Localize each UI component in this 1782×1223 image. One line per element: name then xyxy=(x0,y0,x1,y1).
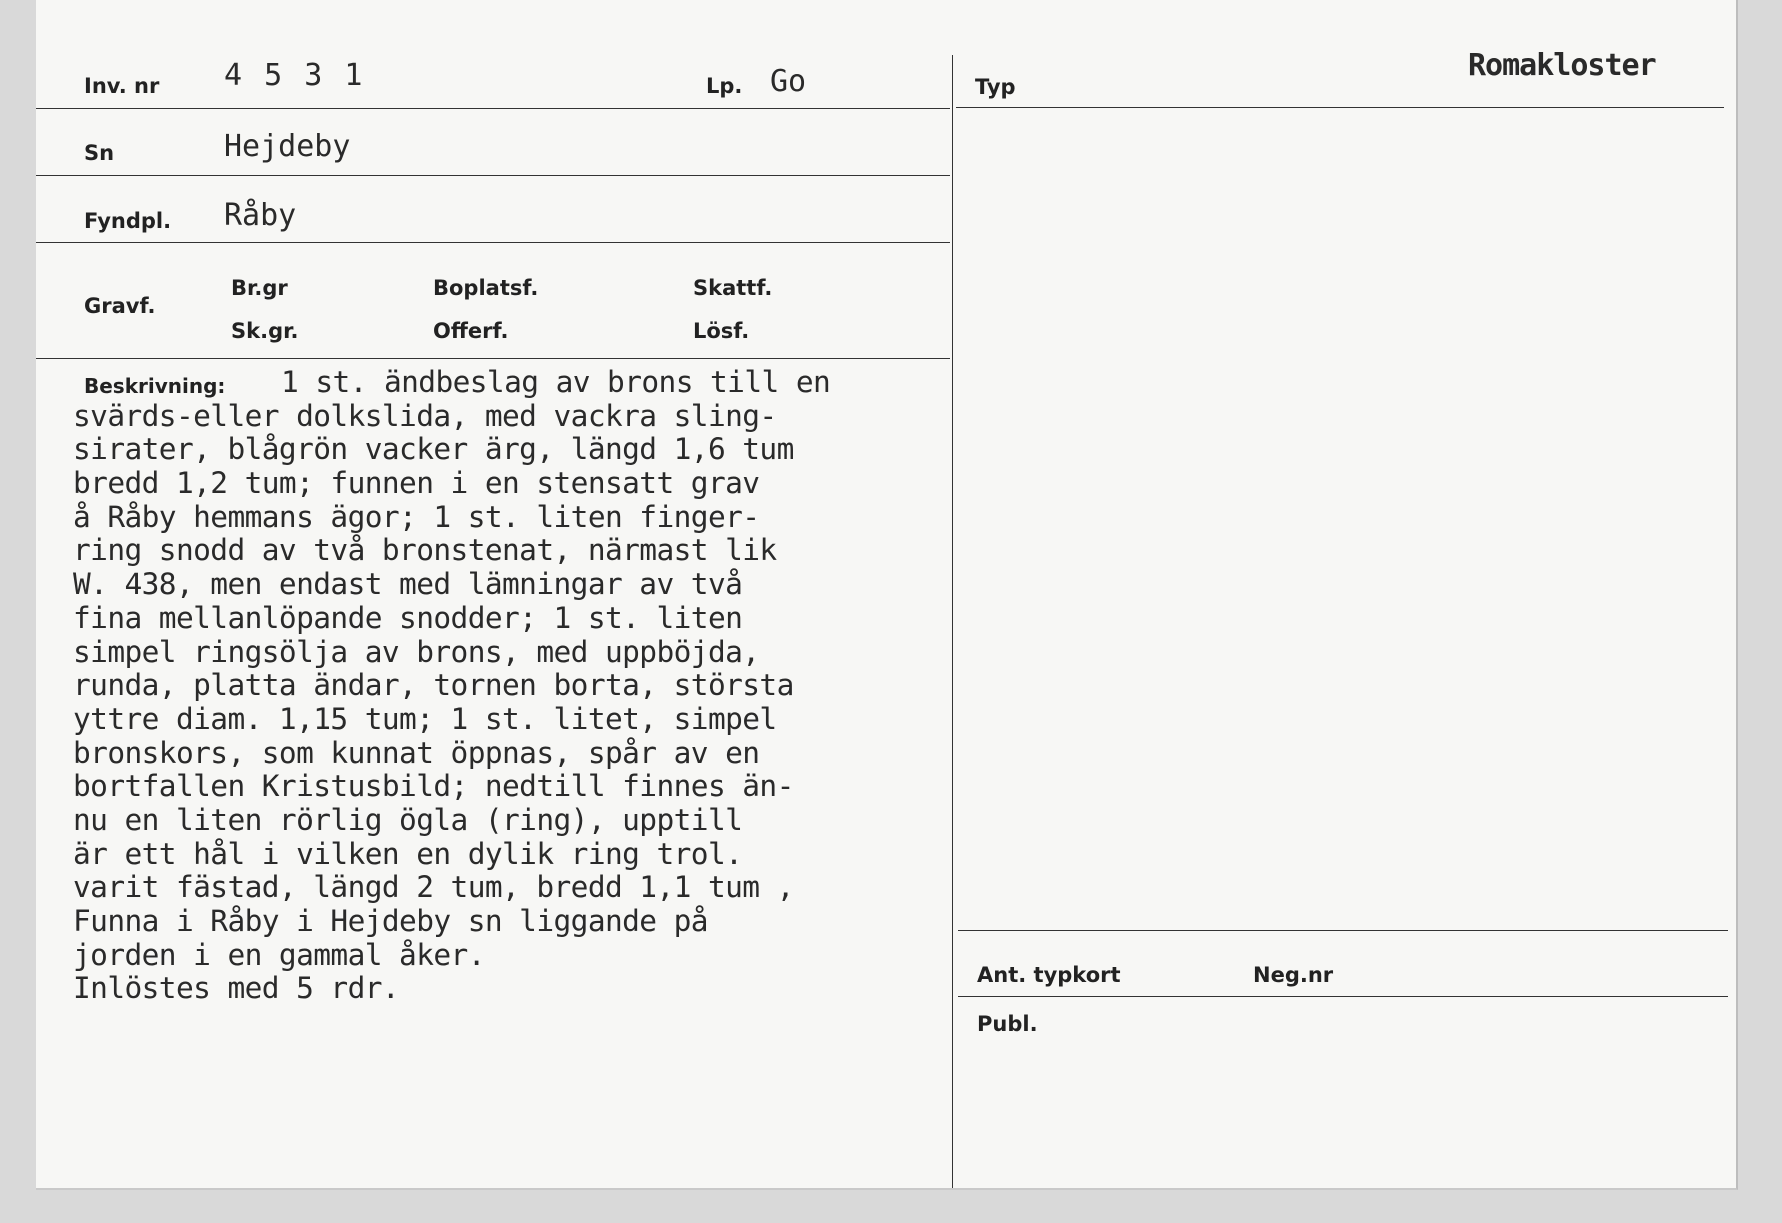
skgr-label: Sk.gr. xyxy=(231,319,299,343)
row-divider-sn xyxy=(36,175,950,176)
lp-value: Go xyxy=(770,64,807,99)
brgr-label: Br.gr xyxy=(231,276,288,300)
description-line: varit fästad, längd 2 tum, bredd 1,1 tum , xyxy=(73,870,794,905)
description-line: sirater, blågrön vacker ärg, längd 1,6 tum xyxy=(73,432,794,467)
lp-label: Lp. xyxy=(706,74,743,98)
ant-typkort-divider xyxy=(958,930,1728,931)
description-line: W. 438, men endast med lämningar av två xyxy=(73,567,743,602)
inv-nr-label: Inv. nr xyxy=(84,74,160,98)
sn-label: Sn xyxy=(84,141,115,165)
skattf-label: Skattf. xyxy=(693,276,773,300)
description-line: svärds-eller dolkslida, med vackra sling- xyxy=(73,398,777,433)
gravf-label: Gravf. xyxy=(84,294,156,318)
description-line: runda, platta ändar, tornen borta, största xyxy=(73,668,794,703)
fyndpl-label: Fyndpl. xyxy=(84,209,172,233)
publ-label: Publ. xyxy=(977,1012,1038,1036)
offerf-label: Offerf. xyxy=(433,319,509,343)
boplatsf-label: Boplatsf. xyxy=(433,276,539,300)
row-divider-inv xyxy=(36,108,950,109)
sn-value: Hejdeby xyxy=(224,129,351,164)
description-line: å Råby hemmans ägor; 1 st. liten finger- xyxy=(73,499,760,534)
description-line: bortfallen Kristusbild; nedtill finnes än- xyxy=(73,769,794,804)
description-line: jorden i en gammal åker. xyxy=(73,937,485,972)
description-line: Inlöstes med 5 rdr. xyxy=(73,971,400,1006)
losf-label: Lösf. xyxy=(693,319,750,343)
description-line: ring snodd av två bronstenat, närmast lik xyxy=(73,533,777,568)
neg-nr-label: Neg.nr xyxy=(1253,963,1334,987)
description-line: fina mellanlöpande snodder; 1 st. liten xyxy=(73,600,743,635)
catalog-card xyxy=(36,0,1738,1190)
ant-typkort-label: Ant. typkort xyxy=(977,963,1121,987)
description-line: Funna i Råby i Hejdeby sn liggande på xyxy=(73,904,708,938)
fyndpl-value: Råby xyxy=(224,198,297,233)
description-line: bredd 1,2 tum; funnen i en stensatt grav xyxy=(73,466,760,501)
description-text xyxy=(73,366,993,1006)
inv-nr-value: 4 5 3 1 xyxy=(224,58,365,93)
beskrivning-label: Beskrivning: xyxy=(84,374,226,398)
description-line: yttre diam. 1,15 tum; 1 st. litet, simpel xyxy=(73,701,777,736)
description-line: 1 st. ändbeslag av brons till en xyxy=(281,365,831,399)
typ-divider xyxy=(956,107,1724,108)
row-divider-gravf xyxy=(36,358,950,359)
typ-label: Typ xyxy=(975,75,1016,99)
description-line: nu en liten rörlig ögla (ring), upptill xyxy=(73,802,743,837)
typ-value: Romakloster xyxy=(1468,48,1656,83)
description-line: simpel ringsölja av brons, med uppböjda, xyxy=(73,634,760,669)
row-divider-fyndpl xyxy=(36,242,950,243)
description-line: bronskors, som kunnat öppnas, spår av en xyxy=(73,735,760,770)
description-line: är ett hål i vilken en dylik ring trol. xyxy=(73,836,743,871)
publ-divider xyxy=(958,996,1728,997)
